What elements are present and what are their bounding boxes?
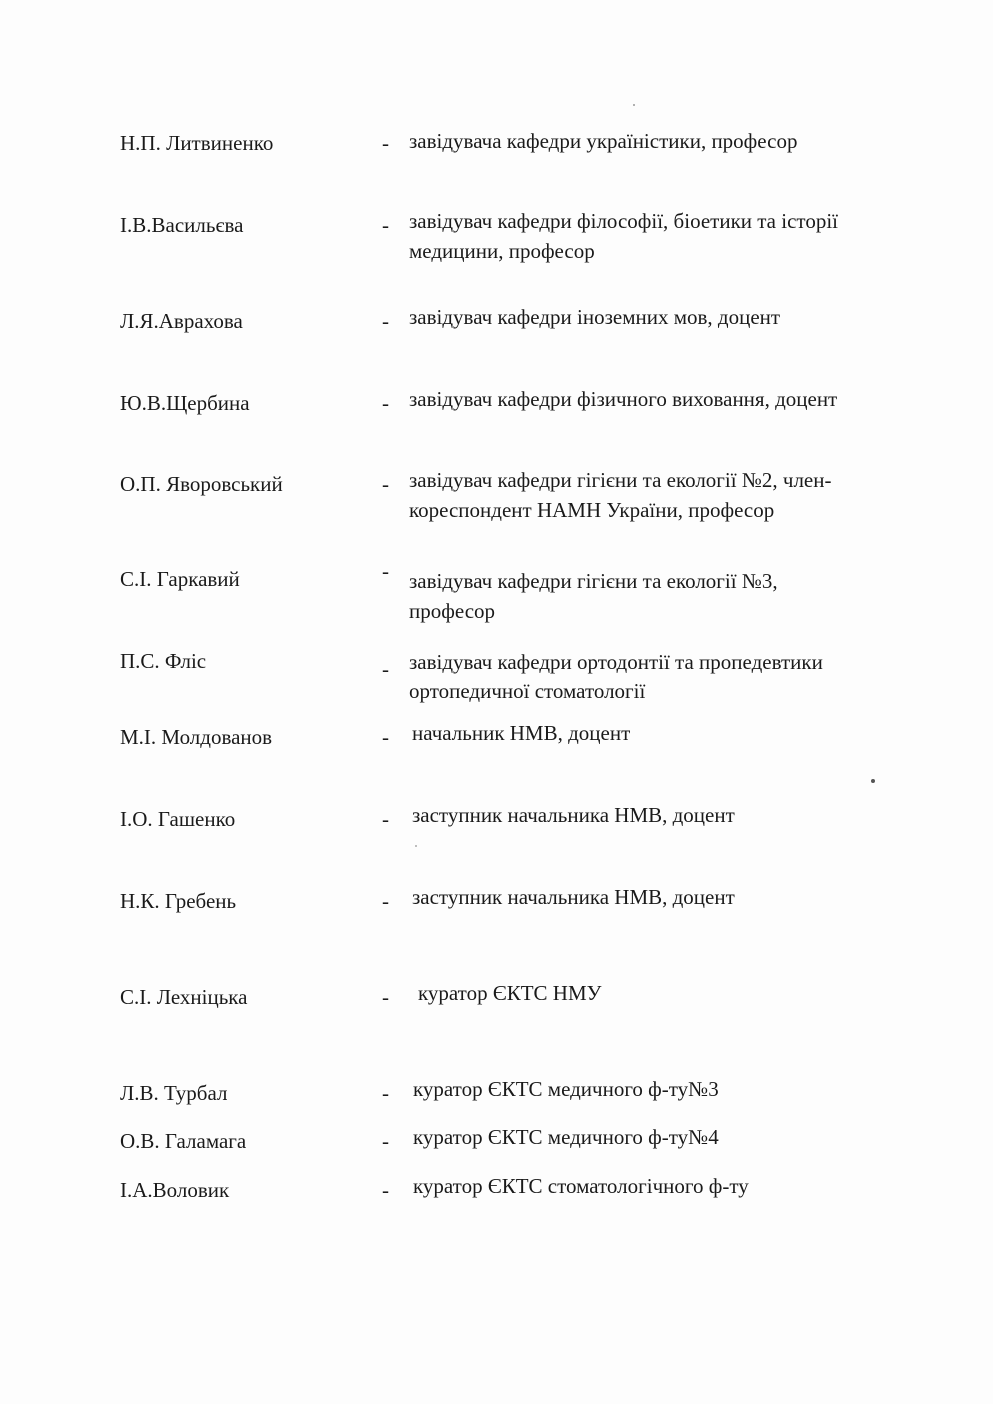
separator-dash: - bbox=[382, 725, 389, 749]
separator-dash: - bbox=[382, 559, 389, 583]
staff-role: куратор ЄКТС стоматологічного ф-ту bbox=[413, 1174, 749, 1198]
staff-role: завідувач кафедри гігієни та екології №3, професор bbox=[409, 569, 778, 623]
scan-speck bbox=[633, 104, 635, 106]
staff-role: завідувач кафедри ортодонтії та пропедевтики ортопедичної стоматології bbox=[409, 650, 823, 703]
staff-name: Л.В. Турбал bbox=[120, 1081, 228, 1105]
staff-role: завідувач кафедри фізичного виховання, доцент bbox=[409, 387, 838, 411]
separator-dash: - bbox=[382, 889, 389, 913]
separator-dash: - bbox=[382, 213, 389, 237]
staff-role: завідувач кафедри іноземних мов, доцент bbox=[409, 305, 781, 329]
separator-dash: - bbox=[382, 807, 389, 831]
staff-role: заступник начальника НМВ, доцент bbox=[412, 803, 735, 827]
staff-name: І.А.Воловик bbox=[120, 1178, 230, 1202]
staff-name: І.В.Васильєва bbox=[120, 213, 244, 237]
separator-dash: - bbox=[382, 1081, 389, 1105]
staff-name: М.І. Молдованов bbox=[120, 725, 273, 749]
staff-role: завідувач кафедри гігієни та екології №2, член-кореспондент НАМН України, професор bbox=[409, 468, 832, 522]
staff-name: Л.Я.Аврахова bbox=[120, 309, 243, 333]
staff-name: П.С. Фліс bbox=[120, 649, 207, 673]
staff-role: куратор ЄКТС медичного ф-ту№4 bbox=[413, 1125, 719, 1149]
separator-dash: - bbox=[382, 1178, 389, 1202]
staff-role: куратор ЄКТС НМУ bbox=[418, 981, 602, 1005]
staff-role: завідувача кафедри україністики, професор bbox=[409, 129, 798, 153]
staff-name: О.П. Яворовський bbox=[120, 472, 283, 496]
staff-name: С.І. Лехніцька bbox=[120, 985, 248, 1009]
separator-dash: - bbox=[382, 309, 389, 333]
separator-dash: - bbox=[382, 131, 389, 155]
separator-dash: - bbox=[382, 391, 389, 415]
staff-name: С.І. Гаркавий bbox=[120, 567, 240, 591]
staff-role: завідувач кафедри філософії, біоетики та історії медицини, професор bbox=[409, 209, 838, 263]
separator-dash: - bbox=[382, 985, 389, 1009]
staff-name: Ю.В.Щербина bbox=[120, 391, 250, 415]
scan-speck bbox=[871, 779, 875, 783]
separator-dash: - bbox=[382, 1129, 389, 1153]
staff-name: І.О. Гашенко bbox=[120, 807, 236, 831]
separator-dash: - bbox=[382, 472, 389, 496]
staff-role: куратор ЄКТС медичного ф-ту№3 bbox=[413, 1077, 719, 1101]
separator-dash: - bbox=[382, 657, 389, 681]
staff-role: заступник начальника НМВ, доцент bbox=[412, 885, 735, 909]
scan-speck bbox=[415, 845, 417, 847]
staff-name: Н.П. Литвиненко bbox=[120, 131, 274, 155]
staff-name: О.В. Галамага bbox=[120, 1129, 247, 1153]
staff-role: начальник НМВ, доцент bbox=[412, 721, 631, 745]
staff-name: Н.К. Гребень bbox=[120, 889, 237, 913]
